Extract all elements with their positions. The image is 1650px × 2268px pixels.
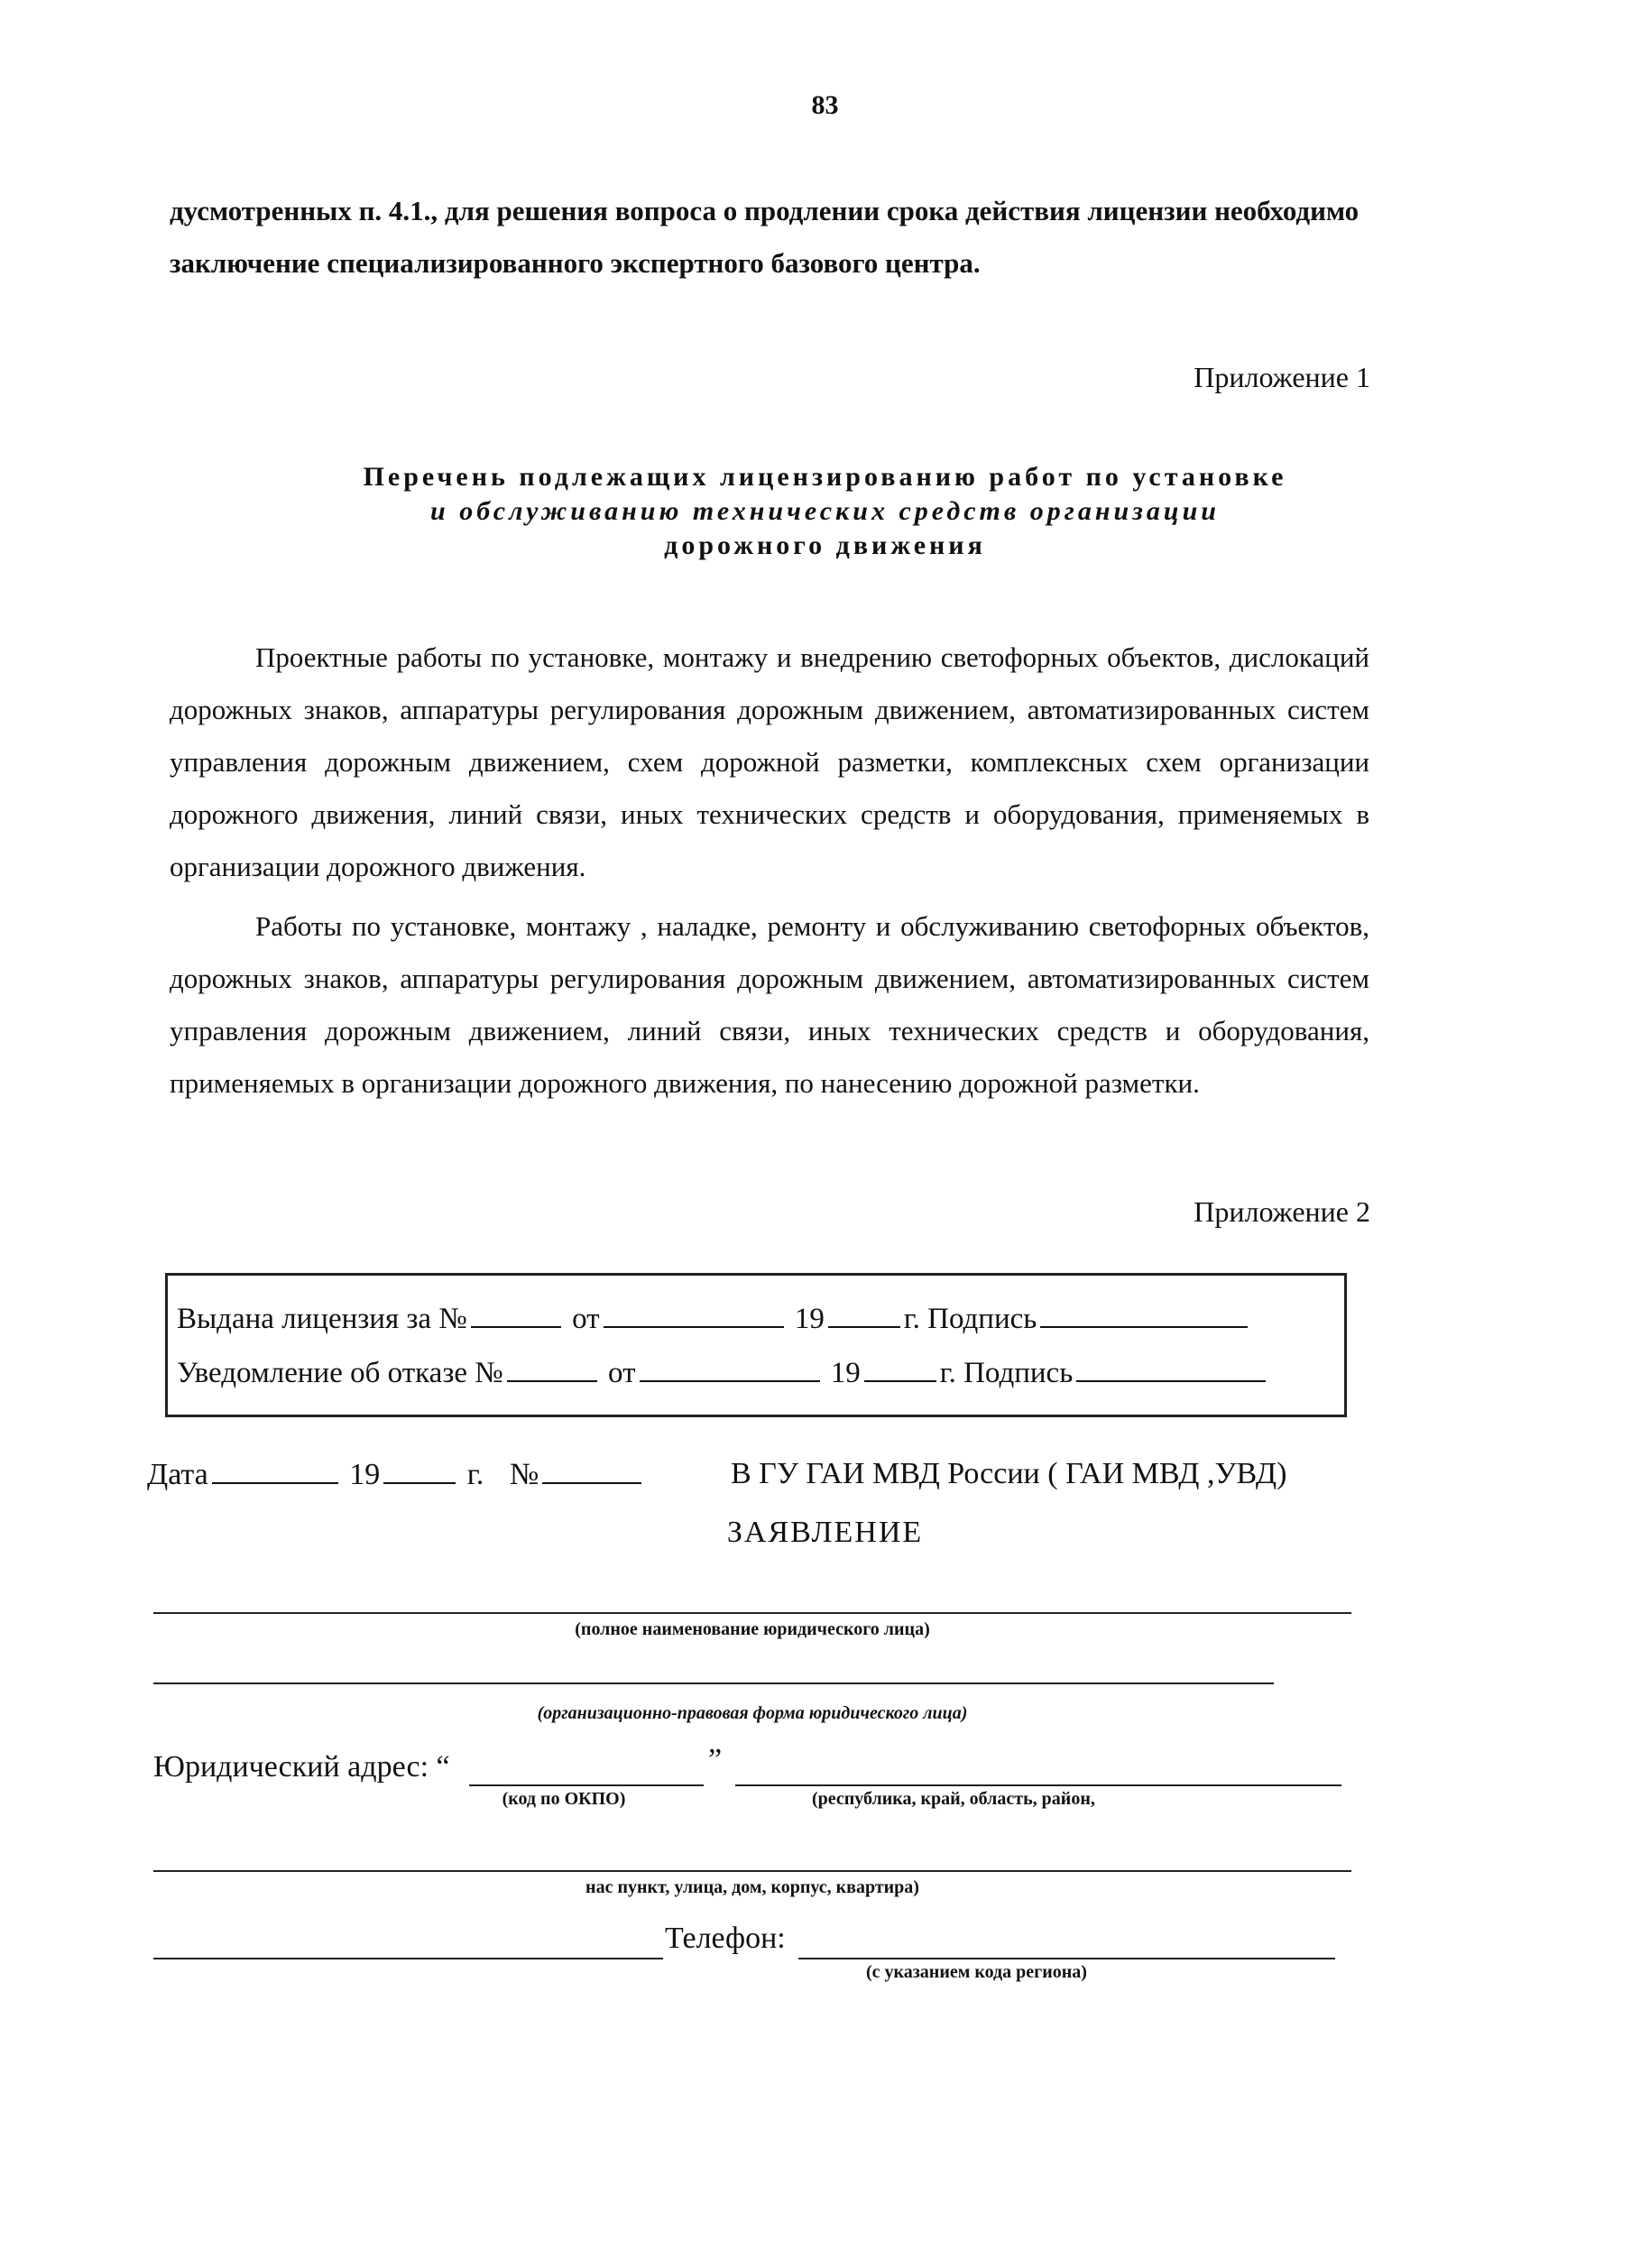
- refusal-signature-field[interactable]: [1076, 1355, 1266, 1382]
- date-label: Дата: [147, 1458, 208, 1491]
- appendix-1-label: Приложение 1: [1194, 361, 1370, 393]
- address-label: Юридический адрес: “: [153, 1750, 450, 1784]
- from-label: от: [608, 1357, 636, 1389]
- full-name-field[interactable]: [153, 1612, 1351, 1614]
- locality-field[interactable]: [153, 1870, 1351, 1872]
- okpo-field[interactable]: [469, 1784, 704, 1786]
- appendix-1-title-line2: и обслуживанию технических средств организации: [430, 496, 1220, 526]
- refusal-label: Уведомление об отказе №: [177, 1357, 503, 1389]
- intro-paragraph: дусмотренных п. 4.1., для решения вопроса о продлении срока действия лицензии необходимо заключение специализированного экспертного базового центра.: [170, 195, 1360, 279]
- refusal-date-field[interactable]: [640, 1355, 820, 1382]
- page-number: 83: [811, 90, 839, 120]
- locality-caption: нас пункт, улица, дом, корпус, квартира): [585, 1877, 919, 1897]
- year-prefix: 19: [830, 1357, 861, 1389]
- region-field[interactable]: [735, 1784, 1341, 1786]
- phone-prefix-field[interactable]: [153, 1958, 663, 1959]
- refusal-year-field[interactable]: [864, 1355, 936, 1382]
- okpo-caption: (код по ОКПО): [502, 1789, 626, 1809]
- year-field[interactable]: [383, 1457, 456, 1484]
- from-label: от: [572, 1303, 600, 1335]
- phone-label: Телефон:: [665, 1922, 786, 1955]
- year-prefix: 19: [794, 1303, 825, 1335]
- date-line: [147, 1457, 645, 1492]
- refusal-row: [177, 1355, 1269, 1390]
- number-field[interactable]: [542, 1457, 641, 1484]
- legal-form-field[interactable]: [153, 1683, 1274, 1684]
- addressee: В ГУ ГАИ МВД России ( ГАИ МВД ,УВД): [731, 1457, 1287, 1490]
- year-prefix: 19: [349, 1458, 381, 1491]
- license-signature-field[interactable]: [1040, 1301, 1248, 1328]
- license-number-field[interactable]: [471, 1301, 561, 1328]
- license-year-field[interactable]: [828, 1301, 900, 1328]
- appendix-1-paragraph: Проектные работы по установке, монтажу и внедрению светофорных объектов, дислокаций дорожных знаков, аппаратуры регулирования дорожным движением, автоматизированных систем управления дорожным движением, схем дорожной разметки, комплексных схем организации дорожного движения, линий связи, иных технических средств и оборудования, применяемых в организации дорожного движения.: [170, 641, 1369, 882]
- appendix-1-body: [170, 632, 1369, 1110]
- region-caption: (республика, край, область, район,: [812, 1789, 1095, 1809]
- signature-label: г. Подпись: [939, 1357, 1074, 1389]
- number-label: №: [509, 1458, 539, 1491]
- appendix-1-paragraph: Работы по установке, монтажу , наладке, ремонту и обслуживанию светофорных объектов, дорожных знаков, аппаратуры регулирования дорожным движением, автоматизированных систем управления дорожным движением, линий связи, иных технических средств и оборудования, применяемых в организации дорожного движения, по нанесению дорожной разметки.: [170, 910, 1369, 1099]
- date-field[interactable]: [212, 1457, 338, 1484]
- full-name-caption: (полное наименование юридического лица): [575, 1619, 930, 1639]
- appendix-1-title-line3: дорожного движения: [664, 530, 986, 560]
- statement-title: ЗАЯВЛЕНИЕ: [726, 1516, 924, 1549]
- signature-label: г. Подпись: [903, 1303, 1037, 1335]
- license-issued-row: [177, 1301, 1251, 1336]
- address-close-quote: ”: [708, 1743, 723, 1776]
- appendix-2-label: Приложение 2: [1194, 1195, 1370, 1228]
- appendix-1-title-line1: Перечень подлежащих лицензированию работ по установке: [363, 462, 1287, 492]
- refusal-number-field[interactable]: [507, 1355, 597, 1382]
- year-suffix: г.: [466, 1458, 484, 1491]
- license-box: [165, 1273, 1347, 1417]
- legal-form-caption: (организационно-правовая форма юридического лица): [537, 1703, 968, 1723]
- appendix-1-title: [0, 460, 1650, 563]
- phone-field[interactable]: [798, 1958, 1335, 1959]
- license-date-field[interactable]: [604, 1301, 784, 1328]
- phone-caption: (с указанием кода региона): [866, 1962, 1087, 1982]
- license-issued-label: Выдана лицензия за №: [177, 1303, 467, 1335]
